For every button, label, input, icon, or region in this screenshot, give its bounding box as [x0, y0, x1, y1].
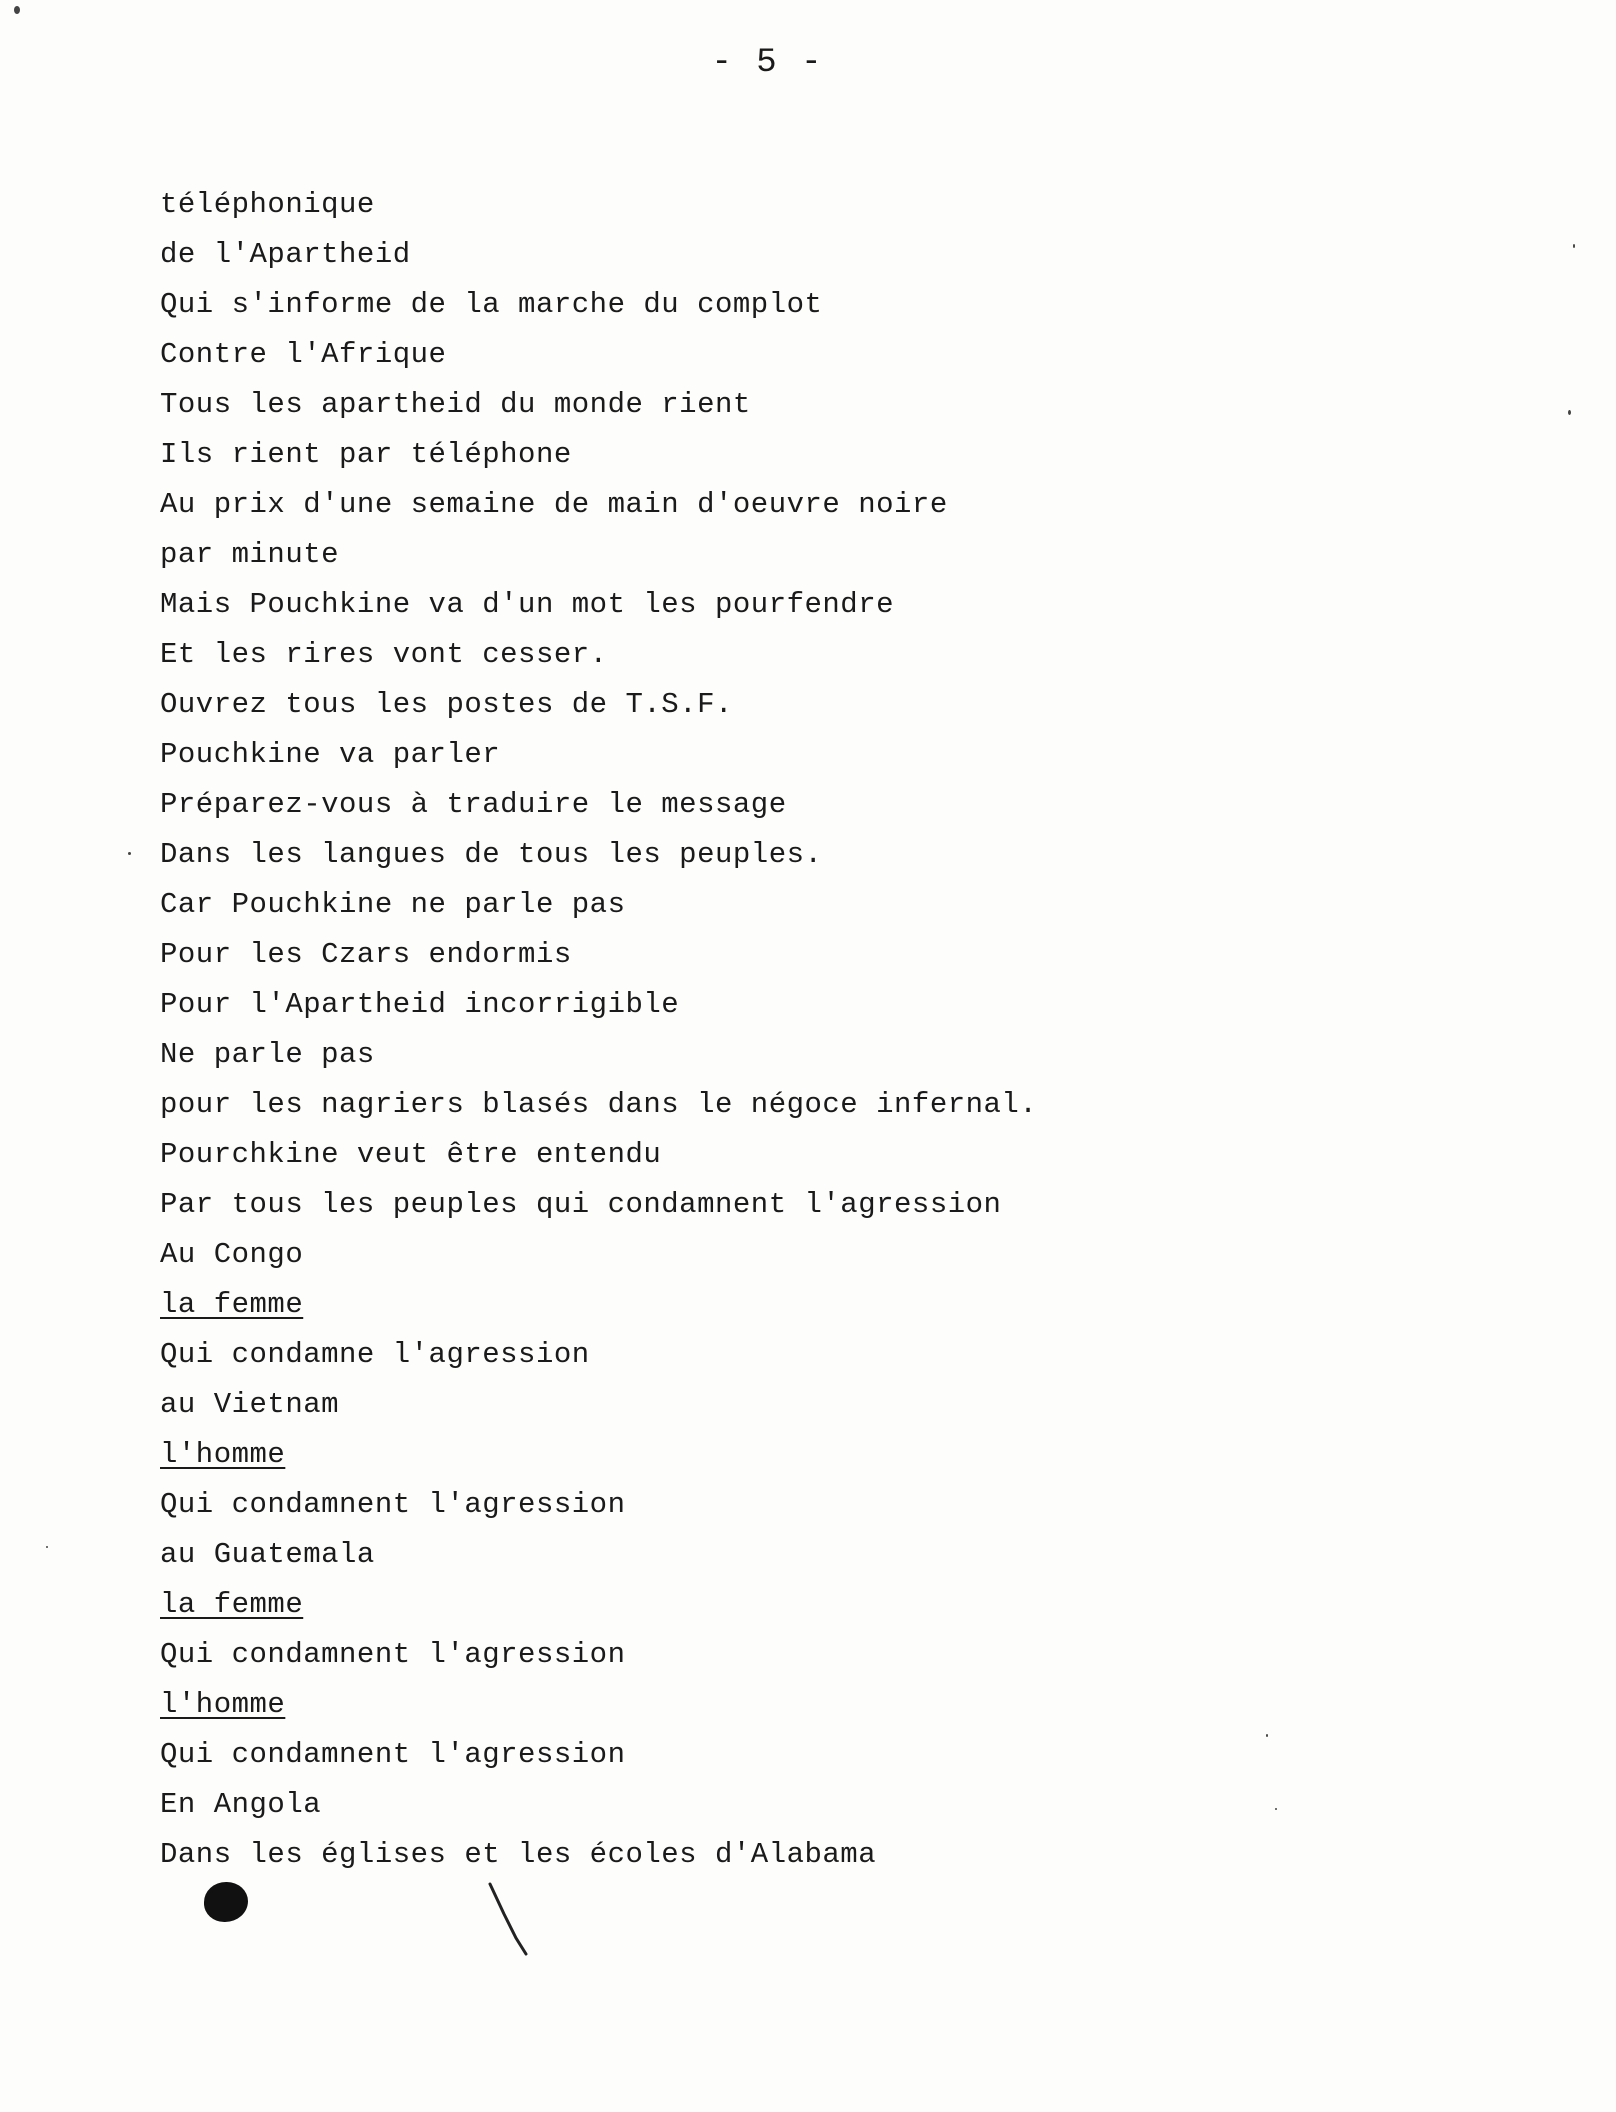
poem-line — [160, 1330, 1037, 1380]
poem-line-text: Qui condamnent l'agression — [160, 1488, 626, 1521]
pen-stroke-mark — [480, 1880, 550, 1960]
poem-line-text: Car Pouchkine ne parle pas — [160, 888, 626, 921]
poem-line — [160, 530, 1037, 580]
scan-speck — [46, 1546, 48, 1548]
poem-line — [160, 1030, 1037, 1080]
poem-line — [160, 1430, 1037, 1480]
poem-line-text: Qui condamnent l'agression — [160, 1638, 626, 1671]
poem-line — [160, 1380, 1037, 1430]
poem-line-text: Pouchkine va parler — [160, 738, 501, 771]
poem-line — [160, 580, 1037, 630]
poem-line-text: Qui s'informe de la marche du complot — [160, 288, 823, 321]
poem-line — [160, 980, 1037, 1030]
poem-line — [160, 430, 1037, 480]
poem-line-text: Dans les églises et les écoles d'Alabama — [160, 1838, 877, 1871]
poem-line — [160, 230, 1037, 280]
poem-line — [160, 730, 1037, 780]
poem-line-text: Ouvrez tous les postes de T.S.F. — [160, 688, 733, 721]
poem-line-text: Préparez-vous à traduire le message — [160, 788, 787, 821]
poem-line — [160, 1080, 1037, 1130]
poem-line-text: Au Congo — [160, 1238, 304, 1271]
poem-line — [160, 1580, 1037, 1630]
poem-line — [160, 830, 1037, 880]
poem-line — [160, 630, 1037, 680]
poem-line-text: En Angola — [160, 1788, 322, 1821]
poem-line-text: Mais Pouchkine va d'un mot les pourfendre — [160, 588, 895, 621]
poem-line-text: Qui condamnent l'agression — [160, 1738, 626, 1771]
poem-line — [160, 480, 1037, 530]
poem-line-text: Pourchkine veut être entendu — [160, 1138, 662, 1171]
poem-line — [160, 180, 1037, 230]
poem-line — [160, 330, 1037, 380]
scan-speck — [1573, 244, 1575, 248]
poem-line — [160, 1630, 1037, 1680]
poem-line-text: Pour les Czars endormis — [160, 938, 572, 971]
poem-line — [160, 1180, 1037, 1230]
poem-line — [160, 1130, 1037, 1180]
poem-line — [160, 1230, 1037, 1280]
poem-line — [160, 680, 1037, 730]
scan-speck — [1568, 410, 1571, 415]
poem-line-text: Tous les apartheid du monde rient — [160, 388, 751, 421]
poem-line-text: de l'Apartheid — [160, 238, 411, 271]
poem-line — [160, 1830, 1037, 1880]
scan-speck — [1266, 1734, 1268, 1737]
poem-line-text: Ils rient par téléphone — [160, 438, 572, 471]
poem-line — [160, 930, 1037, 980]
poem-line-text: la femme — [160, 1588, 304, 1621]
poem-line-text: la femme — [160, 1288, 304, 1321]
poem-line-text: l'homme — [160, 1438, 286, 1471]
poem-line-text: Qui condamne l'agression — [160, 1338, 590, 1371]
poem-line-text: Au prix d'une semaine de main d'oeuvre noire — [160, 488, 948, 521]
poem-line-text: téléphonique — [160, 188, 375, 221]
poem-line-text: Contre l'Afrique — [160, 338, 447, 371]
poem-line — [160, 1530, 1037, 1580]
poem-line — [160, 1780, 1037, 1830]
poem-line-text: pour les nagriers blasés dans le négoce infernal. — [160, 1088, 1038, 1121]
scan-speck — [14, 6, 20, 14]
poem-line — [160, 1480, 1037, 1530]
scan-speck — [1275, 1808, 1277, 1810]
poem-line-text: l'homme — [160, 1688, 286, 1721]
poem-line — [160, 780, 1037, 830]
ink-blot — [204, 1882, 248, 1922]
poem-line-text: par minute — [160, 538, 340, 571]
poem-line — [160, 380, 1037, 430]
poem-line — [160, 880, 1037, 930]
poem-line — [160, 280, 1037, 330]
poem-text — [160, 180, 1037, 1880]
poem-line-text: Dans les langues de tous les peuples. — [160, 838, 823, 871]
poem-line-text: au Guatemala — [160, 1538, 375, 1571]
poem-line-text: au Vietnam — [160, 1388, 340, 1421]
scan-speck — [128, 852, 131, 855]
poem-line — [160, 1680, 1037, 1730]
poem-line — [160, 1280, 1037, 1330]
poem-line-text: Pour l'Apartheid incorrigible — [160, 988, 680, 1021]
poem-line-text: Ne parle pas — [160, 1038, 375, 1071]
poem-line — [160, 1730, 1037, 1780]
page-number: - 5 - — [711, 44, 824, 82]
poem-line-text: Par tous les peuples qui condamnent l'agression — [160, 1188, 1002, 1221]
poem-line-text: Et les rires vont cesser. — [160, 638, 608, 671]
